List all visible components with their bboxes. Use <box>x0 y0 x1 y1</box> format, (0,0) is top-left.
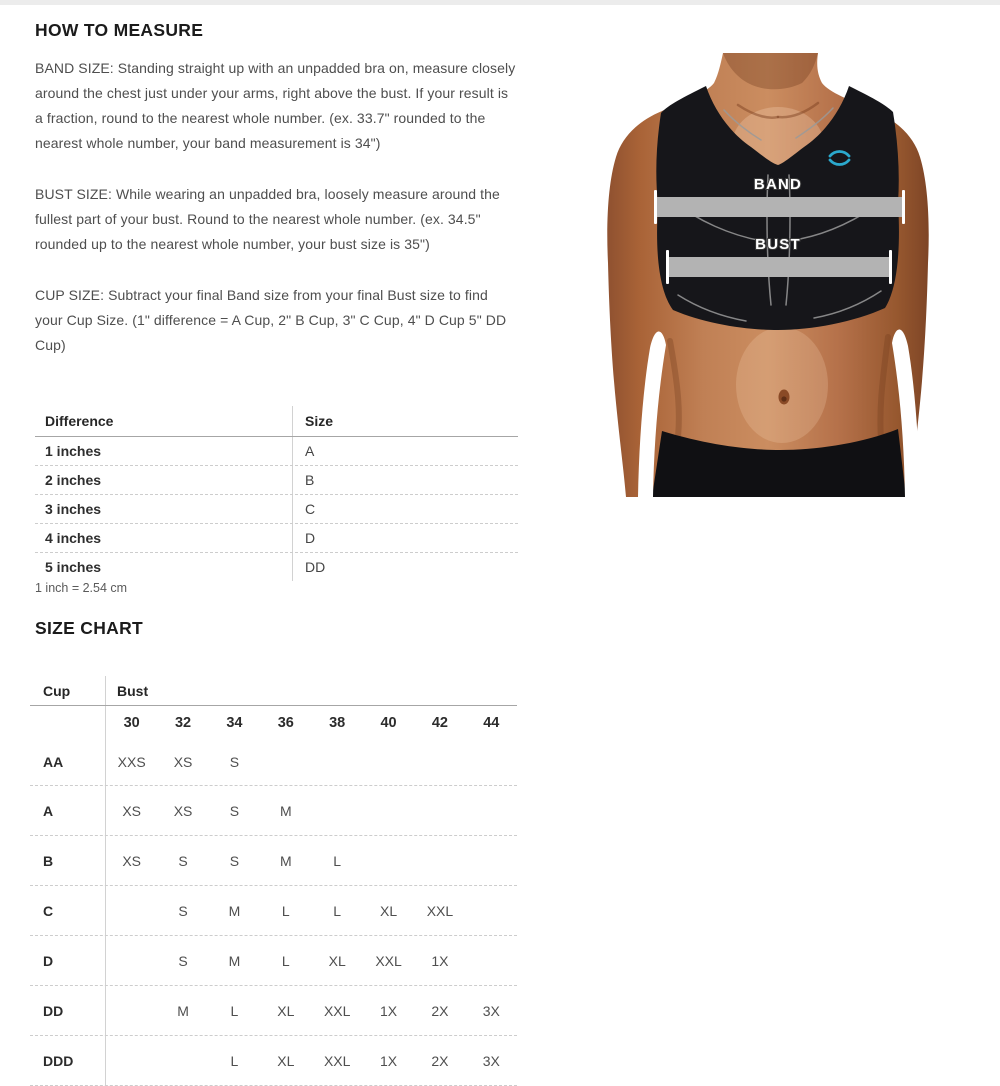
bust-size-header-cell: 40 <box>380 714 397 731</box>
difference-cell: 1 inches <box>35 437 293 465</box>
navel-shadow <box>781 396 786 401</box>
size-value-cell: XL <box>277 1052 295 1069</box>
size-value-cell <box>466 836 517 885</box>
size-value-cell: 1X <box>380 1052 398 1069</box>
inch-conversion-note: 1 inch = 2.54 cm <box>35 581 128 595</box>
size-value-cell <box>466 739 517 785</box>
size-value-cell: M <box>177 1002 189 1019</box>
bust-bar <box>669 257 889 277</box>
table-row <box>30 1036 517 1086</box>
bust-size-header-cell: 36 <box>277 714 294 731</box>
difference-cell: 4 inches <box>35 524 293 552</box>
band-tick-right <box>902 190 905 224</box>
size-value-cell: S <box>178 952 188 969</box>
size-value-cell: L <box>281 902 290 919</box>
size-value-cell: 1X <box>380 1002 398 1019</box>
band-bar <box>657 197 902 217</box>
size-value-cell: XXS <box>117 754 146 770</box>
difference-header-cell: Difference <box>35 406 293 436</box>
size-value-cell: S <box>229 802 240 819</box>
top-divider <box>0 0 1000 5</box>
size-value-cell <box>466 786 517 835</box>
bust-size-header-cell: 38 <box>329 714 346 731</box>
size-value-cell: XS <box>173 802 193 819</box>
cup-label-cell: DD <box>30 986 106 1035</box>
table-row <box>30 786 517 836</box>
bust-header-cell: Bust <box>117 682 149 699</box>
size-value-cell: M <box>228 952 241 969</box>
size-value-cell: 3X <box>482 1002 500 1019</box>
bust-tick-left <box>666 250 669 284</box>
size-value-cell: S <box>178 902 188 919</box>
size-value-cell: XXL <box>323 1052 351 1069</box>
size-value-cell <box>312 786 363 835</box>
size-value-cell <box>414 739 465 785</box>
bust-sizes-row <box>30 706 517 739</box>
cup-size-paragraph: CUP SIZE: Subtract your final Band size from your final Bust size to find your Cup Size. (1" difference = A Cup, 2" B Cup, 3" C Cup, 4" D Cup 5" DD Cup) <box>35 287 507 353</box>
table-row <box>30 886 517 936</box>
table-row <box>35 495 518 524</box>
size-cell: B <box>305 472 315 488</box>
difference-cell: 3 inches <box>35 495 293 523</box>
difference-cell: 2 inches <box>35 466 293 494</box>
size-value-cell <box>363 786 414 835</box>
measurement-photo <box>578 53 950 497</box>
size-chart-body <box>30 739 517 1086</box>
table-row <box>30 986 517 1036</box>
bust-size-header-cell: 44 <box>483 714 500 731</box>
size-value-cell <box>106 986 157 1035</box>
size-value-cell <box>363 739 414 785</box>
size-value-cell: XS <box>173 754 193 770</box>
size-value-cell <box>260 739 311 785</box>
difference-table-body <box>35 437 518 581</box>
size-value-cell <box>466 886 517 935</box>
size-value-cell: XXL <box>426 902 454 919</box>
size-value-cell <box>414 836 465 885</box>
bust-size-header-cell: 32 <box>174 714 192 731</box>
size-cell: A <box>305 443 315 459</box>
bust-size-paragraph: BUST SIZE: While wearing an unpadded bra, loosely measure around the fullest part of your bust. Round to the nearest whole number. (ex. 34.5" rounded up to the nearest whole number, your bust size is 35") <box>35 186 500 252</box>
size-value-cell <box>363 836 414 885</box>
size-value-cell: XXL <box>323 1002 351 1019</box>
cup-header-cell: Cup <box>30 676 106 705</box>
cup-label-cell: DDD <box>30 1036 106 1085</box>
cup-label-cell: A <box>30 786 106 835</box>
size-value-cell: L <box>333 902 342 919</box>
size-cell: D <box>305 530 316 546</box>
table-row <box>35 553 518 581</box>
size-value-cell: L <box>281 952 290 969</box>
size-value-cell: S <box>178 852 188 869</box>
size-value-cell <box>106 936 157 985</box>
size-value-cell <box>312 739 363 785</box>
table-row <box>30 836 517 886</box>
size-value-cell: XL <box>328 952 346 969</box>
bust-size-header-cell: 30 <box>123 714 140 731</box>
size-header-cell: Size <box>305 413 334 429</box>
band-size-paragraph: BAND SIZE: Standing straight up with an unpadded bra on, measure closely around the chest just under your arms, right above the bust. If your result is a fraction, round to the nearest whole number. (ex. 33.7" rounded to the nearest whole number, your band measurement is 34") <box>35 60 516 151</box>
size-value-cell <box>106 886 157 935</box>
size-value-cell: XL <box>380 902 398 919</box>
size-value-cell: S <box>229 852 240 869</box>
table-row <box>35 437 518 466</box>
size-value-cell: L <box>230 1052 239 1069</box>
size-value-cell: S <box>229 754 240 770</box>
table-row <box>30 739 517 786</box>
band-tick-left <box>654 190 657 224</box>
size-value-cell: XXL <box>375 952 402 969</box>
size-value-cell <box>466 936 517 985</box>
measurement-illustration <box>578 53 950 497</box>
cup-label-cell: AA <box>30 739 106 785</box>
bust-size-header-cell: 42 <box>431 714 448 731</box>
size-value-cell: XL <box>277 1002 295 1019</box>
cup-difference-table <box>35 406 518 581</box>
size-value-cell: XS <box>122 852 142 869</box>
empty-corner-cell <box>30 706 106 739</box>
size-chart-header-row <box>30 676 517 706</box>
size-value-cell: M <box>279 852 292 869</box>
size-value-cell: M <box>279 802 292 819</box>
table-row <box>35 524 518 553</box>
difference-table-header-row <box>35 406 518 437</box>
cup-label-cell: C <box>30 886 106 935</box>
size-chart-table <box>30 676 517 1086</box>
size-cell: DD <box>305 559 326 575</box>
band-label: BAND <box>753 176 803 193</box>
size-chart-title: SIZE CHART <box>35 618 143 638</box>
table-row <box>35 466 518 495</box>
size-value-cell: L <box>333 852 342 869</box>
bust-tick-right <box>889 250 892 284</box>
size-cell: C <box>305 501 316 517</box>
bust-size-header-cell: 34 <box>226 714 243 731</box>
size-value-cell: 3X <box>482 1052 500 1069</box>
size-value-cell: 2X <box>431 1052 449 1069</box>
size-value-cell: XS <box>122 802 142 819</box>
cup-label-cell: B <box>30 836 106 885</box>
difference-cell: 5 inches <box>35 553 293 581</box>
size-value-cell: 2X <box>431 1002 449 1019</box>
how-to-measure-title: HOW TO MEASURE <box>35 20 204 40</box>
table-row <box>30 936 517 986</box>
cup-label-cell: D <box>30 936 106 985</box>
size-value-cell <box>414 786 465 835</box>
bust-label: BUST <box>755 236 801 253</box>
size-value-cell: M <box>228 902 241 919</box>
size-value-cell: 1X <box>431 952 449 969</box>
belly-highlight <box>736 327 828 443</box>
size-value-cell: L <box>230 1002 239 1019</box>
